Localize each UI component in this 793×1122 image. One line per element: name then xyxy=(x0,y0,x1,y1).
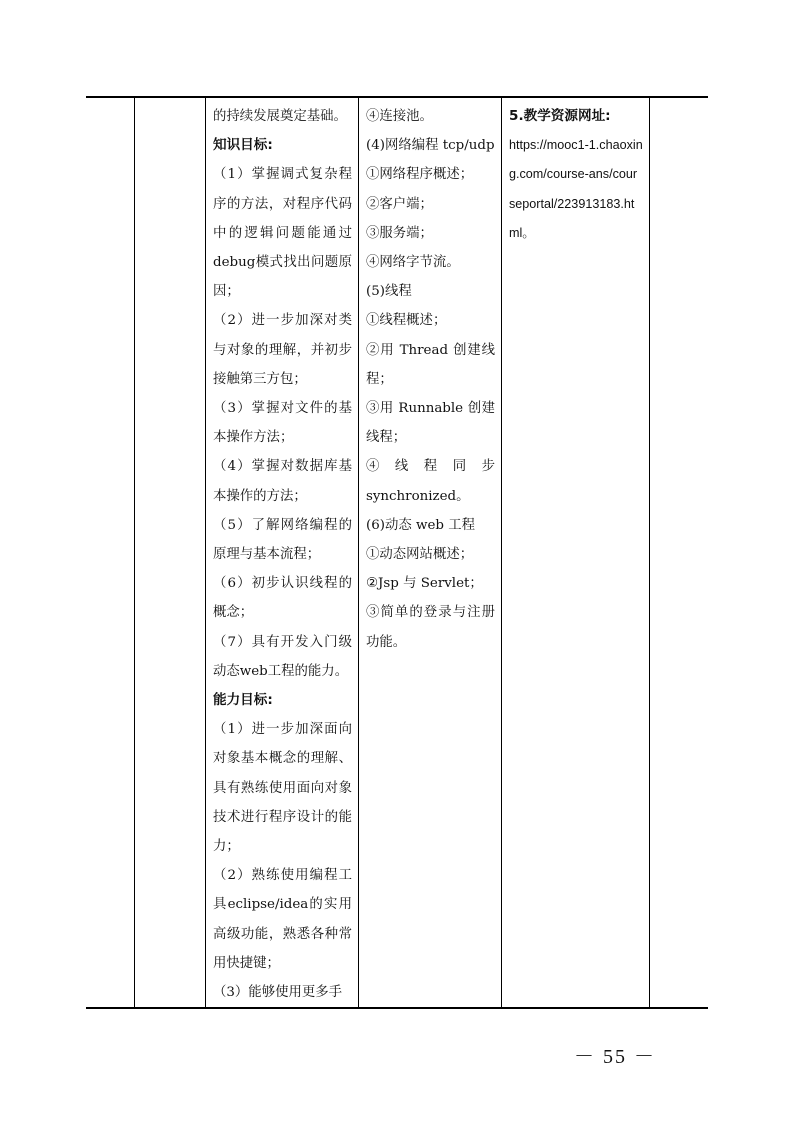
section-heading: 能力目标: xyxy=(213,692,273,709)
content-line: ④网络字节流。 xyxy=(366,255,460,271)
section-heading: 知识目标: xyxy=(213,137,273,154)
resources-url: https://mooc1-1.chaoxing.com/course-ans/courseportal/223913183.html。 xyxy=(509,138,643,240)
paragraph: 的持续发展奠定基础。 xyxy=(213,109,347,124)
paragraph: （6）初步认识线程的概念； xyxy=(213,576,352,621)
resources-heading: 5.教学资源网址: xyxy=(509,108,611,124)
content-line: ①网络程序概述； xyxy=(366,167,474,183)
course-table xyxy=(86,96,708,1009)
content-line: ②用 Thread 创建线程； xyxy=(366,342,495,387)
paragraph: （3）掌握对文件的基本操作方法； xyxy=(213,401,352,446)
table-cell-empty-6 xyxy=(650,97,709,1008)
paragraph: （7）具有开发入门级动态web工程的能力。 xyxy=(213,634,352,679)
content-line: ①动态网站概述； xyxy=(366,547,474,563)
paragraph: （3）能够使用更多手 xyxy=(213,985,343,1001)
paragraph: （4）掌握对数据库基本操作的方法； xyxy=(213,459,352,504)
paragraph: （1）掌握调式复杂程序的方法，对程序代码中的逻辑问题能通过debug模式找出问题原因； xyxy=(213,167,352,300)
resources-cell xyxy=(502,97,650,1008)
content-line: (4)网络编程 tcp/udp xyxy=(366,138,495,154)
paragraph: （5）了解网络编程的原理与基本流程； xyxy=(213,517,352,563)
content-line: ②Jsp 与 Servlet； xyxy=(366,576,483,592)
content-text xyxy=(359,98,501,657)
content-line: ③用 Runnable 创建线程； xyxy=(366,401,495,446)
table-cell-empty-2 xyxy=(135,97,206,1008)
table-row xyxy=(86,97,708,1008)
paragraph: （2）熟练使用编程工具eclipse/idea的实用高级功能，熟悉各种常用快捷键； xyxy=(213,868,352,971)
table-cell-empty-1 xyxy=(86,97,135,1008)
objectives-cell xyxy=(206,97,359,1008)
content-line: (5)线程 xyxy=(366,284,412,300)
content-line: ②客户端； xyxy=(366,196,433,212)
page-number: － 55 － xyxy=(574,1046,656,1068)
content-line: ③服务端； xyxy=(366,225,433,241)
content-line: (6)动态 web 工程 xyxy=(366,517,476,533)
content-line: ④连接池。 xyxy=(366,109,433,124)
content-line: ①线程概述； xyxy=(366,313,447,329)
content-line: ③简单的登录与注册功能。 xyxy=(366,605,495,650)
content-cell xyxy=(359,97,502,1008)
paragraph: （2）进一步加深对类与对象的理解，并初步接触第三方包； xyxy=(213,313,352,387)
resources-text xyxy=(502,98,649,248)
objectives-text xyxy=(206,98,358,1007)
content-line: ④ 线 程 同 步 synchronized。 xyxy=(366,459,495,504)
paragraph: （1）进一步加深面向对象基本概念的理解、具有熟练使用面向对象技术进行程序设计的能力； xyxy=(213,722,352,855)
